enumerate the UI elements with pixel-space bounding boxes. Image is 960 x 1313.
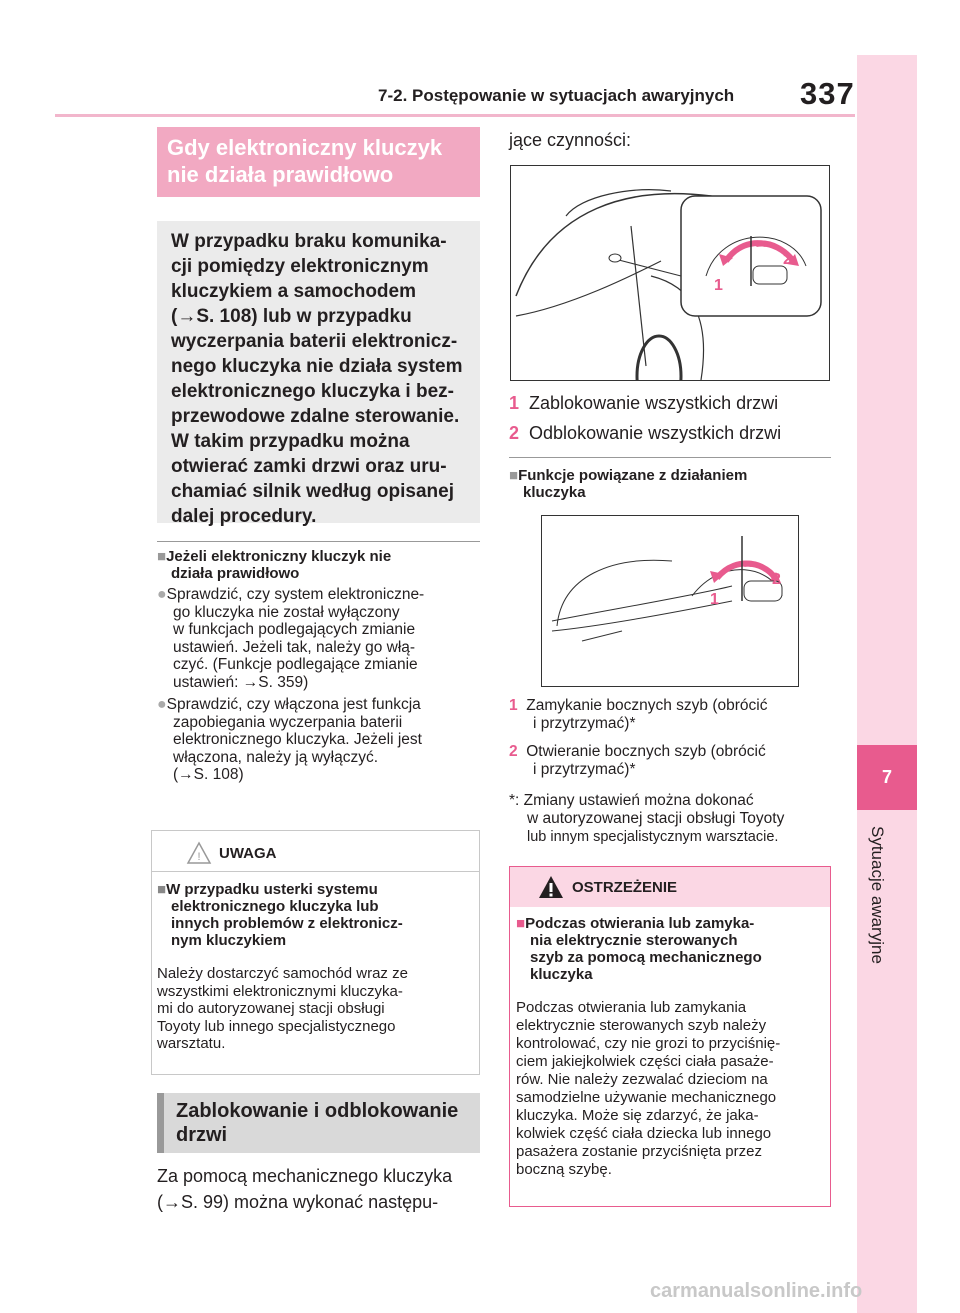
divider: [509, 457, 831, 458]
svg-text:1: 1: [710, 591, 719, 608]
car-door-illustration: [511, 166, 829, 380]
caution-triangle-icon: [186, 841, 212, 865]
watermark: carmanualsonline.info: [650, 1280, 863, 1302]
body-text: Za pomocą mechanicznego kluczyka (→S. 99) można wykonać następu-: [157, 1166, 453, 1212]
list-item: 2 Odblokowanie wszystkich drzwi: [509, 423, 782, 443]
warning-triangle-icon: [538, 874, 564, 900]
svg-text:1: 1: [714, 277, 723, 294]
circle-bullet-icon: ●: [157, 696, 167, 713]
bullet-item: ●Sprawdzić, czy system elektroniczne- go kluczyka nie został wyłączony w funkcjach podlegających zmianie ustawień. Jeżeli tak, należy go włą- czyć. (Funkcje podlegające zmianie ustawień: →S. 359): [157, 586, 425, 691]
svg-text:!: !: [197, 851, 201, 863]
bullet-item: ●Sprawdzić, czy włączona jest funkcja zapobiegania wyczerpania baterii elektronicznego kluczyka. Jeżeli jest włączona, należy ją wyłączyć. (→S. 108): [157, 696, 422, 783]
caution-box: [151, 830, 480, 1075]
page-number: 337: [800, 76, 855, 111]
figure-window-key: [541, 515, 799, 687]
subsection-title: ■Funkcje powiązane z działaniem kluczyka: [509, 467, 748, 501]
warning-title: OSTRZEŻENIE: [572, 879, 678, 896]
footnote: *: Zmiany ustawień można dokonać w autoryzowanej stacji obsługi Toyoty lub innym specjalistycznym warsztacie.: [509, 792, 785, 845]
caution-subtitle: ■W przypadku usterki systemu elektronicznego kluczyka lub innych problemów z elektronicz- nym kluczykiem: [157, 881, 403, 949]
section-title: 7-2. Postępowanie w sytuacjach awaryjnych: [378, 86, 735, 105]
intro-box: [157, 221, 480, 527]
caution-body: Należy dostarczyć samochód wraz ze wszystkimi elektronicznymi kluczyka- mi do autoryzowanej stacji obsługi Toyoty lub innego specjalistycznego warsztatu.: [157, 965, 408, 1052]
chapter-label: Sytuacje awaryjne: [868, 826, 887, 964]
list-item: 2 Otwieranie bocznych szyb (obrócić i przytrzymać)*: [509, 743, 766, 778]
chapter-number: 7: [857, 745, 917, 810]
circle-bullet-icon: ●: [157, 586, 167, 603]
intro-text: W przypadku braku komunika- cji pomiędzy elektronicznym kluczykiem a samochodem (→S. 108) lub w przypadku wyczerpania baterii elektronicz- nego kluczyka nie działa system elektronicznego kluczyka i bez- przewodowe zdalne sterowanie. W takim przypadku można otwierać zamki drzwi oraz uru- chamiać silnik według opisanej dalej procedury.: [171, 231, 463, 527]
list-item: 1 Zamykanie bocznych szyb (obrócić i przytrzymać)*: [509, 697, 768, 732]
caution-title: UWAGA: [219, 845, 277, 862]
warning-box: [509, 866, 831, 1207]
section-heading-2: Zablokowanie i odblokowanie drzwi: [157, 1093, 480, 1153]
figure-door-lock: [510, 165, 830, 381]
divider: [157, 541, 480, 542]
list-item: 1 Zablokowanie wszystkich drzwi: [509, 393, 779, 413]
header-rule: [55, 114, 855, 117]
svg-text:2: 2: [783, 251, 792, 268]
warning-body: Podczas otwierania lub zamykania elektrycznie sterowanych szyb należy kontrolować, czy nie grozi to przyciśnię- ciem jakiejkolwiek części ciała pasaże- rów. Nie należy zezwalać dzieciom na samodzielne używanie mechanicznego kluczyka. Może się zdarzyć, że jaka- kolwiek część ciała dziecka lub innego pasażera zostanie przyciśnięta przez boczną szybę.: [516, 999, 781, 1178]
warning-subtitle: ■Podczas otwierania lub zamyka- nia elektrycznie sterowanych szyb za pomocą mechanicznego kluczyka: [516, 915, 762, 983]
svg-text:2: 2: [772, 571, 781, 588]
subsection-title: ■Jeżeli elektroniczny kluczyk nie działa prawidłowo: [157, 548, 392, 582]
section-heading: Gdy elektroniczny kluczyk nie działa prawidłowo: [157, 127, 480, 197]
square-bullet-icon: ■: [157, 548, 167, 565]
body-text-cont: jące czynności:: [509, 130, 632, 150]
chapter-side-tab: [857, 55, 917, 1313]
door-handle-illustration: [542, 516, 798, 686]
